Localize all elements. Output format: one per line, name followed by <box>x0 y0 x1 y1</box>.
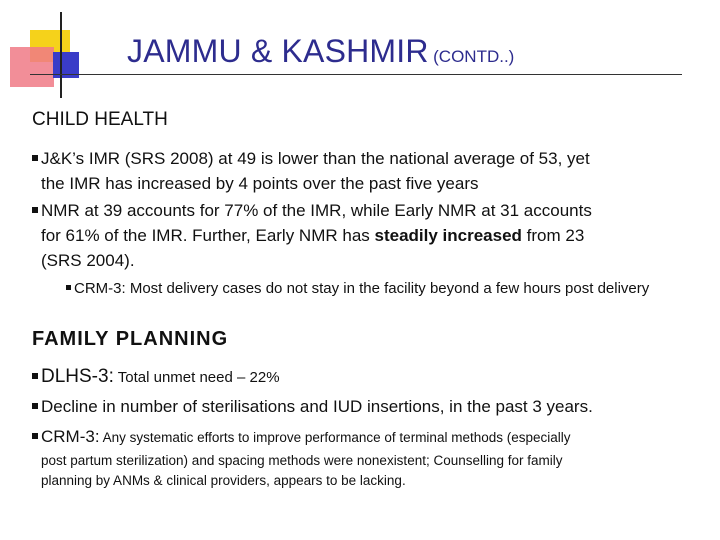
fp-bullet-decline <box>32 397 702 417</box>
family-planning-heading: FAMILY PLANNING <box>32 328 229 350</box>
crm-text: Any systematic efforts to improve performance of terminal methods (especially <box>99 430 571 445</box>
decor-vertical-line <box>60 12 62 98</box>
bullet-text: Decline in number of sterilisations and IUD insertions, in the past 3 years. <box>41 397 593 416</box>
bullet-square-icon <box>32 155 38 161</box>
fp-crm-continuation <box>41 451 691 491</box>
bullet-text: for 61% of the IMR. Further, Early NMR has steadily increased from 23 <box>41 226 585 245</box>
dlhs-label: DLHS-3: <box>41 366 114 387</box>
dlhs-text: Total unmet need – 22% <box>113 369 280 386</box>
title-underline <box>30 74 682 75</box>
crm-label: CRM-3: <box>41 427 100 446</box>
slide-title <box>127 33 514 70</box>
fp-bullet-crm <box>32 427 692 447</box>
crm-text: planning by ANMs & clinical providers, appears to be lacking. <box>41 473 406 488</box>
bullet-square-icon <box>66 285 71 290</box>
crm-text: post partum sterilization) and spacing methods were nonexistent; Counselling for family <box>41 453 563 468</box>
decor-red-square <box>10 47 54 87</box>
child-sub-bullet-crm <box>66 278 691 299</box>
bullet-square-icon <box>32 403 38 409</box>
child-bullet-nmr <box>32 198 692 273</box>
bullet-square-icon <box>32 207 38 213</box>
bullet-text: (SRS 2004). <box>41 251 135 270</box>
title-sub: (CONTD..) <box>433 47 515 66</box>
bullet-square-icon <box>32 433 38 439</box>
child-bullet-imr <box>32 146 692 196</box>
bullet-text: J&K’s IMR (SRS 2008) at 49 is lower than the national average of 53, yet <box>41 149 590 168</box>
child-health-heading: CHILD HEALTH <box>32 109 168 130</box>
bullet-text: NMR at 39 accounts for 77% of the IMR, while Early NMR at 31 accounts <box>41 201 592 220</box>
bullet-square-icon <box>32 373 38 379</box>
title-main: JAMMU & KASHMIR <box>127 33 429 69</box>
sub-bullet-text: CRM-3: Most delivery cases do not stay in the facility beyond a few hours post delivery <box>74 280 650 297</box>
fp-bullet-dlhs <box>32 366 692 388</box>
bullet-text: the IMR has increased by 4 points over the past five years <box>41 174 479 193</box>
